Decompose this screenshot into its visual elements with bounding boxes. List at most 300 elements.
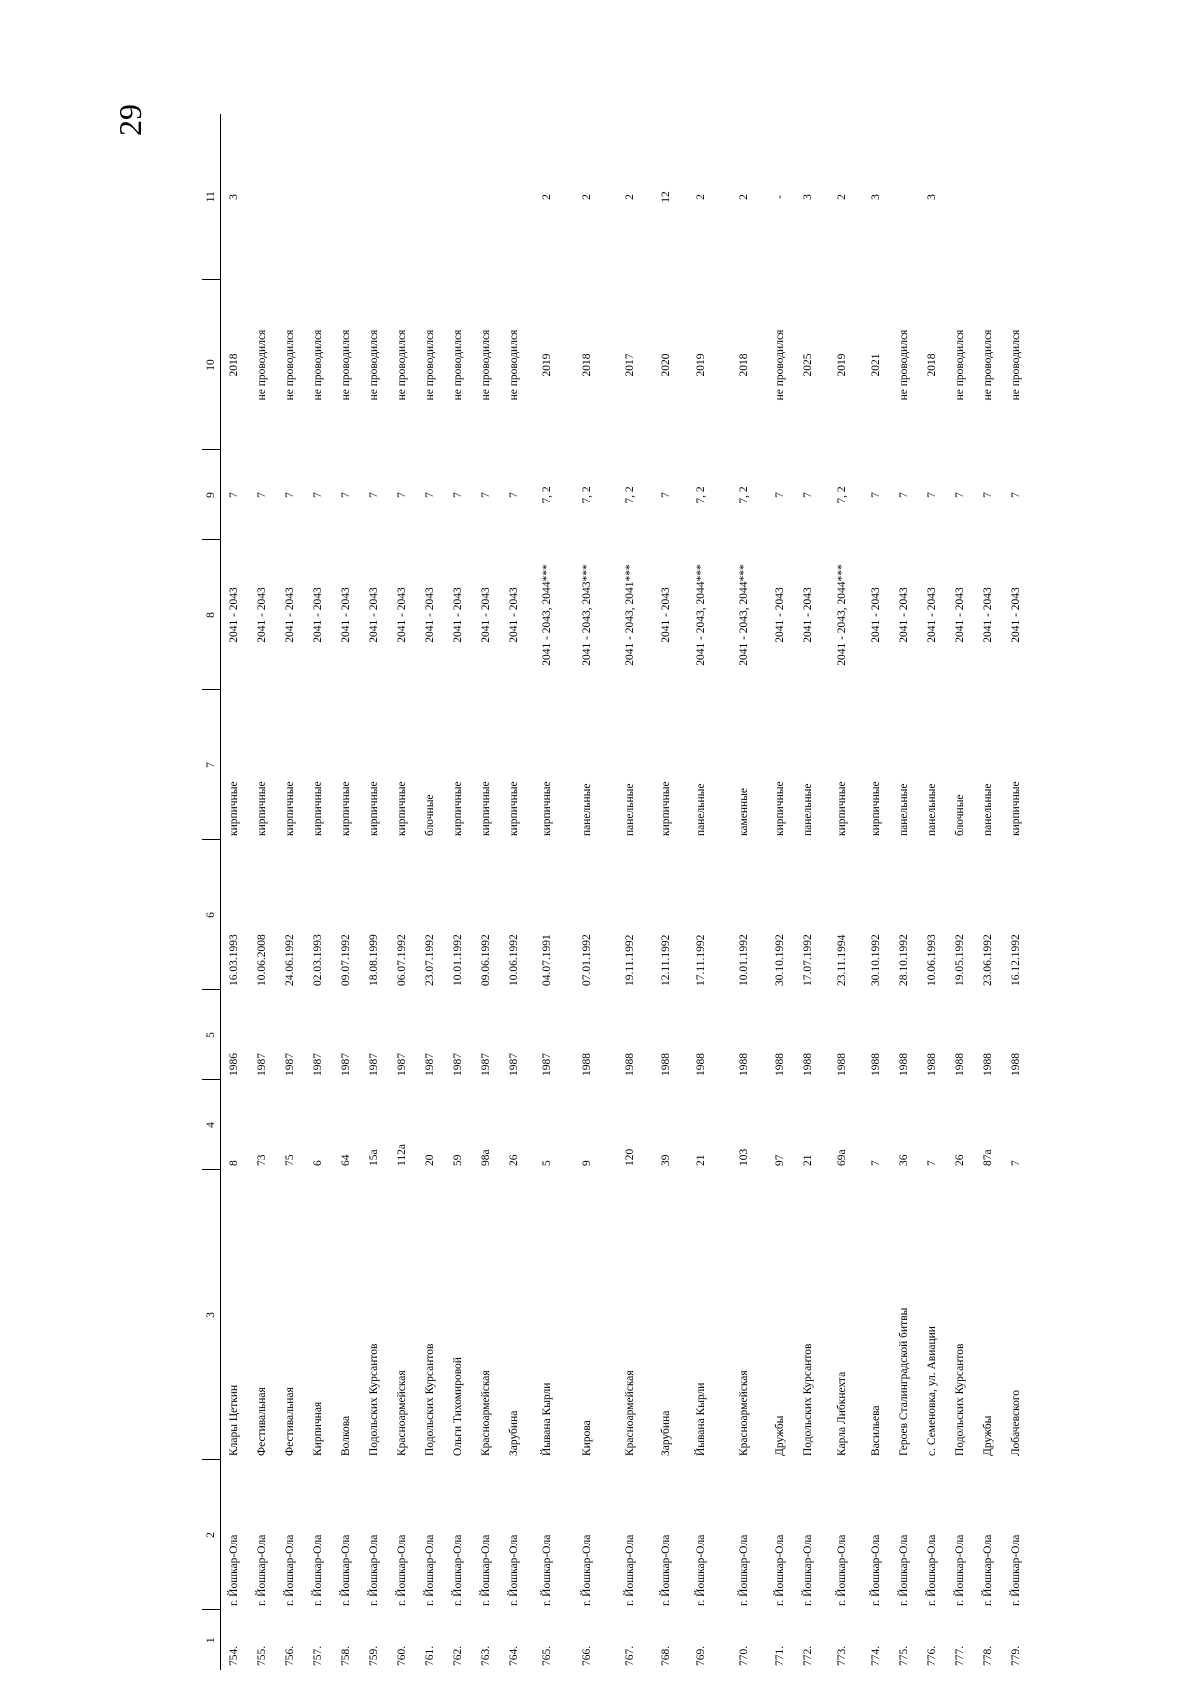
row-wall-material: панельные — [695, 783, 707, 836]
row-col10: не проводился — [368, 329, 380, 401]
row-repair-period: 2041 - 2043 — [452, 587, 464, 643]
row-col9: 7 — [508, 492, 520, 498]
row-number: 774. — [870, 1645, 882, 1666]
table-row — [609, 114, 653, 1670]
table-row — [501, 114, 529, 1670]
row-date: 10.06.2008 — [256, 934, 268, 986]
row-col10: не проводился — [1010, 329, 1022, 401]
col-header-8: 8 — [202, 540, 221, 690]
row-repair-period: 2041 - 2043 — [1010, 587, 1022, 643]
row-build-year: 1988 — [660, 1053, 672, 1076]
row-col11 — [417, 114, 445, 280]
row-street: Красноармейская — [738, 1370, 750, 1456]
row-col10: 2018 — [228, 353, 241, 377]
row-col11: - — [774, 195, 786, 199]
row-street: Красноармейская — [396, 1370, 408, 1456]
row-repair-period: 2041 - 2043 — [284, 587, 296, 643]
row-wall-material: кирпичные — [312, 781, 324, 836]
row-col10: 2021 — [870, 353, 882, 377]
row-repair-period: 2041 - 2043 — [926, 587, 938, 643]
row-city: г. Йошкар-Ола — [228, 1534, 241, 1606]
row-city: г. Йошкар-Ола — [774, 1534, 786, 1606]
row-date: 10.01.1992 — [738, 934, 750, 986]
row-repair-period: 2041 - 2043 — [802, 587, 814, 643]
row-street: Йывана Кырли — [541, 1382, 553, 1456]
row-build-year: 1987 — [396, 1053, 408, 1076]
row-date: 19.05.1992 — [954, 934, 966, 986]
row-street: Волкова — [340, 1415, 352, 1456]
row-build-year: 1988 — [836, 1053, 848, 1076]
row-col9: 7 — [396, 492, 408, 498]
row-number: 769. — [695, 1645, 707, 1666]
table-row — [445, 114, 473, 1670]
row-col10: не проводился — [424, 329, 436, 401]
row-col9: 7, 2 — [836, 486, 848, 504]
row-street: Красноармейская — [480, 1370, 492, 1456]
row-number: 776. — [926, 1645, 938, 1666]
row-col9: 7 — [954, 492, 966, 498]
row-date: 17.07.1992 — [802, 934, 814, 986]
row-city: г. Йошкар-Ола — [624, 1534, 636, 1606]
row-col11 — [305, 114, 333, 280]
housing-register-table — [202, 114, 1031, 1670]
row-house-number: 75 — [284, 1154, 296, 1166]
row-number: 758. — [340, 1645, 352, 1666]
row-col9: 7, 2 — [695, 486, 707, 504]
row-city: г. Йошкар-Ола — [738, 1534, 750, 1606]
row-repair-period: 2041 - 2043 — [228, 587, 241, 643]
row-date: 09.07.1992 — [340, 934, 352, 986]
row-col11 — [389, 114, 417, 280]
row-number: 762. — [452, 1645, 464, 1666]
row-street: Дружбы — [982, 1415, 994, 1456]
row-col11: 3 — [870, 194, 882, 200]
row-city: г. Йошкар-Ола — [695, 1534, 707, 1606]
row-wall-material: кирпичные — [774, 781, 786, 836]
row-col9: 7 — [452, 492, 464, 498]
row-repair-period: 2041 - 2043 — [340, 587, 352, 643]
row-col10: 2020 — [660, 353, 672, 377]
row-date: 07.01.1992 — [581, 934, 593, 986]
row-build-year: 1988 — [982, 1053, 994, 1076]
row-number: 773. — [836, 1645, 848, 1666]
row-number: 755. — [256, 1645, 268, 1666]
row-city: г. Йошкар-Ола — [982, 1534, 994, 1606]
table-body — [221, 114, 1031, 1670]
row-repair-period: 2041 - 2043, 2044*** — [695, 564, 707, 666]
row-date: 10.06.1993 — [926, 934, 938, 986]
row-wall-material: каменные — [738, 787, 750, 836]
row-col11 — [249, 114, 277, 280]
row-col11 — [891, 114, 919, 280]
row-col10: не проводился — [396, 329, 408, 401]
row-build-year: 1988 — [738, 1053, 750, 1076]
row-repair-period: 2041 - 2043 — [256, 587, 268, 643]
row-street: Подольских Курсантов — [954, 1343, 966, 1456]
row-build-year: 1987 — [284, 1053, 296, 1076]
row-house-number: 112а — [396, 1144, 408, 1166]
row-city: г. Йошкар-Ола — [541, 1534, 553, 1606]
rotated-table-container — [202, 114, 1200, 1670]
row-wall-material: панельные — [624, 783, 636, 836]
row-col10: не проводился — [256, 329, 268, 401]
row-col9: 7, 2 — [738, 486, 750, 504]
row-col10: 2019 — [541, 353, 553, 377]
row-col9: 7 — [898, 492, 910, 498]
row-city: г. Йошкар-Ола — [452, 1534, 464, 1606]
row-number: 761. — [424, 1645, 436, 1666]
row-house-number: 7 — [870, 1160, 882, 1166]
col-header-10: 10 — [202, 280, 221, 450]
row-col9: 7, 2 — [581, 486, 593, 504]
row-city: г. Йошкар-Ола — [836, 1534, 848, 1606]
table-row — [723, 114, 767, 1670]
row-wall-material: панельные — [802, 783, 814, 836]
row-col11: 2 — [624, 194, 636, 200]
row-col10: 2018 — [738, 353, 750, 377]
row-build-year: 1988 — [695, 1053, 707, 1076]
row-col9: 7 — [802, 492, 814, 498]
row-col10: 2019 — [836, 353, 848, 377]
row-number: 765. — [541, 1645, 553, 1666]
row-build-year: 1988 — [774, 1053, 786, 1076]
row-number: 757. — [312, 1645, 324, 1666]
row-number: 771. — [774, 1645, 786, 1666]
row-repair-period: 2041 - 2043, 2044*** — [836, 564, 848, 666]
row-street: Героев Сталинградской битвы — [898, 1307, 910, 1456]
row-col9: 7, 2 — [624, 486, 636, 504]
row-number: 764. — [508, 1645, 520, 1666]
row-col9: 7 — [312, 492, 324, 498]
table-row — [361, 114, 389, 1670]
column-number-header-row — [202, 114, 221, 1670]
row-wall-material: кирпичные — [368, 781, 380, 836]
row-wall-material: панельные — [898, 783, 910, 836]
row-wall-material: кирпичные — [340, 781, 352, 836]
row-repair-period: 2041 - 2043, 2043*** — [581, 564, 593, 666]
col-header-5: 5 — [202, 990, 221, 1080]
row-city: г. Йошкар-Ола — [480, 1534, 492, 1606]
row-date: 23.11.1994 — [836, 934, 848, 986]
row-build-year: 1988 — [870, 1053, 882, 1076]
row-col10: 2017 — [624, 353, 636, 377]
page-number: 29 — [112, 104, 148, 136]
row-col10: не проводился — [774, 329, 786, 401]
table-row — [919, 114, 947, 1670]
row-house-number: 8 — [228, 1160, 241, 1166]
row-number: 763. — [480, 1645, 492, 1666]
table-row — [305, 114, 333, 1670]
row-col11 — [473, 114, 501, 280]
row-house-number: 5 — [541, 1160, 553, 1166]
row-repair-period: 2041 - 2043 — [368, 587, 380, 643]
table-row — [891, 114, 919, 1670]
row-house-number: 98а — [480, 1149, 492, 1166]
col-header-6: 6 — [202, 840, 221, 990]
row-col9: 7 — [660, 492, 672, 498]
row-city: г. Йошкар-Ола — [802, 1534, 814, 1606]
row-wall-material: блочные — [954, 794, 966, 836]
row-build-year: 1987 — [340, 1053, 352, 1076]
row-col10: 2018 — [581, 353, 593, 377]
row-col11: 12 — [660, 191, 672, 203]
row-build-year: 1988 — [802, 1053, 814, 1076]
table-row — [947, 114, 975, 1670]
row-street: Лобачевского — [1010, 1389, 1022, 1456]
row-col11: 2 — [581, 194, 593, 200]
row-build-year: 1988 — [954, 1053, 966, 1076]
row-col11: 3 — [228, 194, 241, 200]
row-date: 28.10.1992 — [898, 934, 910, 986]
row-col11: 3 — [926, 194, 938, 200]
row-repair-period: 2041 - 2043, 2044*** — [738, 564, 750, 666]
row-col9: 7 — [982, 492, 994, 498]
row-col9: 7 — [424, 492, 436, 498]
row-repair-period: 2041 - 2043 — [660, 587, 672, 643]
row-col11: 2 — [836, 194, 848, 200]
table-row — [823, 114, 863, 1670]
row-house-number: 39 — [660, 1154, 672, 1166]
row-number: 754. — [228, 1645, 241, 1666]
row-col10: не проводился — [312, 329, 324, 401]
row-col10: 2025 — [802, 353, 814, 377]
row-repair-period: 2041 - 2043 — [870, 587, 882, 643]
row-date: 10.06.1992 — [508, 934, 520, 986]
row-street: Красноармейская — [624, 1370, 636, 1456]
row-wall-material: кирпичные — [1010, 781, 1022, 836]
table-row — [333, 114, 361, 1670]
row-city: г. Йошкар-Ола — [508, 1534, 520, 1606]
row-number: 775. — [898, 1645, 910, 1666]
col-header-3: 3 — [202, 1170, 221, 1460]
row-street: Подольских Курсантов — [424, 1343, 436, 1456]
row-number: 779. — [1010, 1645, 1022, 1666]
row-col9: 7 — [256, 492, 268, 498]
row-city: г. Йошкар-Ола — [340, 1534, 352, 1606]
col-header-9: 9 — [202, 450, 221, 540]
row-street: Фестивальная — [256, 1387, 268, 1456]
row-col9: 7 — [368, 492, 380, 498]
row-wall-material: кирпичные — [836, 781, 848, 836]
row-col9: 7 — [284, 492, 296, 498]
row-col11 — [333, 114, 361, 280]
row-city: г. Йошкар-Ола — [954, 1534, 966, 1606]
table-row — [863, 114, 891, 1670]
row-street: Зарубина — [508, 1410, 520, 1456]
row-col9: 7 — [870, 492, 882, 498]
row-house-number: 36 — [898, 1154, 910, 1166]
row-date: 16.03.1993 — [228, 934, 241, 986]
row-build-year: 1987 — [256, 1053, 268, 1076]
row-city: г. Йошкар-Ола — [1010, 1534, 1022, 1606]
table-row — [795, 114, 823, 1670]
row-build-year: 1988 — [581, 1053, 593, 1076]
row-house-number: 21 — [695, 1154, 707, 1166]
row-build-year: 1987 — [541, 1053, 553, 1076]
row-col11: 3 — [802, 194, 814, 200]
row-city: г. Йошкар-Ола — [256, 1534, 268, 1606]
row-build-year: 1988 — [624, 1053, 636, 1076]
row-col11 — [361, 114, 389, 280]
row-col10: не проводился — [284, 329, 296, 401]
row-repair-period: 2041 - 2043 — [774, 587, 786, 643]
row-date: 06.07.1992 — [396, 934, 408, 986]
row-wall-material: кирпичные — [870, 781, 882, 836]
row-wall-material: кирпичные — [480, 781, 492, 836]
table-row — [221, 114, 249, 1670]
row-street: с. Семеновка, ул. Авиации — [926, 1326, 938, 1456]
row-col11: 2 — [738, 194, 750, 200]
row-number: 766. — [581, 1645, 593, 1666]
row-city: г. Йошкар-Ола — [870, 1534, 882, 1606]
row-number: 760. — [396, 1645, 408, 1666]
row-city: г. Йошкар-Ола — [424, 1534, 436, 1606]
row-number: 772. — [802, 1645, 814, 1666]
row-date: 18.08.1999 — [368, 934, 380, 986]
table-row — [277, 114, 305, 1670]
row-build-year: 1987 — [480, 1053, 492, 1076]
row-col11 — [277, 114, 305, 280]
row-build-year: 1988 — [926, 1053, 938, 1076]
row-date: 30.10.1992 — [774, 934, 786, 986]
row-number: 767. — [624, 1645, 636, 1666]
row-date: 23.06.1992 — [982, 934, 994, 986]
row-wall-material: панельные — [581, 783, 593, 836]
row-street: Дружбы — [774, 1415, 786, 1456]
row-col10: не проводился — [340, 329, 352, 401]
col-header-11: 11 — [202, 114, 221, 280]
row-wall-material: панельные — [926, 783, 938, 836]
row-city: г. Йошкар-Ола — [581, 1534, 593, 1606]
row-house-number: 120 — [624, 1148, 636, 1166]
table-row — [529, 114, 567, 1670]
row-street: Подольских Курсантов — [368, 1343, 380, 1456]
row-date: 19.11.1992 — [624, 934, 636, 986]
row-house-number: 7 — [1010, 1160, 1022, 1166]
row-date: 23.07.1992 — [424, 934, 436, 986]
row-date: 16.12.1992 — [1010, 934, 1022, 986]
row-repair-period: 2041 - 2043 — [396, 587, 408, 643]
row-wall-material: кирпичные — [660, 781, 672, 836]
row-build-year: 1987 — [312, 1053, 324, 1076]
row-date: 04.07.1991 — [541, 934, 553, 986]
row-col11 — [1003, 114, 1031, 280]
row-number: 777. — [954, 1645, 966, 1666]
row-repair-period: 2041 - 2043 — [508, 587, 520, 643]
row-house-number: 87а — [982, 1149, 994, 1166]
row-city: г. Йошкар-Ола — [660, 1534, 672, 1606]
row-col10: не проводился — [452, 329, 464, 401]
col-header-1: 1 — [202, 1610, 221, 1670]
table-row — [681, 114, 723, 1670]
row-col11 — [975, 114, 1003, 280]
row-repair-period: 2041 - 2043 — [312, 587, 324, 643]
row-date: 09.06.1992 — [480, 934, 492, 986]
row-street: Кирпичная — [312, 1401, 324, 1456]
row-build-year: 1987 — [368, 1053, 380, 1076]
row-number: 756. — [284, 1645, 296, 1666]
col-header-2: 2 — [202, 1460, 221, 1610]
row-build-year: 1988 — [1010, 1053, 1022, 1076]
row-col11: 2 — [541, 194, 553, 200]
row-repair-period: 2041 - 2043 — [954, 587, 966, 643]
row-wall-material: кирпичные — [256, 781, 268, 836]
row-wall-material: кирпичные — [452, 781, 464, 836]
table-row — [767, 114, 795, 1670]
table-row — [567, 114, 609, 1670]
row-date: 24.06.1992 — [284, 934, 296, 986]
row-build-year: 1988 — [898, 1053, 910, 1076]
row-col10: не проводился — [982, 329, 994, 401]
row-city: г. Йошкар-Ола — [368, 1534, 380, 1606]
table-row — [1003, 114, 1031, 1670]
row-city: г. Йошкар-Ола — [312, 1534, 324, 1606]
row-street: Йывана Кырли — [695, 1382, 707, 1456]
row-col9: 7, 2 — [541, 486, 553, 504]
row-house-number: 64 — [340, 1154, 352, 1166]
row-number: 778. — [982, 1645, 994, 1666]
row-repair-period: 2041 - 2043 — [982, 587, 994, 643]
row-street: Кирова — [581, 1420, 593, 1456]
table-row — [417, 114, 445, 1670]
row-col10: не проводился — [898, 329, 910, 401]
row-street: Подольских Курсантов — [802, 1343, 814, 1456]
row-house-number: 7 — [926, 1160, 938, 1166]
row-house-number: 6 — [312, 1160, 324, 1166]
row-wall-material: блочные — [424, 794, 436, 836]
row-date: 30.10.1992 — [870, 934, 882, 986]
row-date: 10.01.1992 — [452, 934, 464, 986]
col-header-7: 7 — [202, 690, 221, 840]
row-wall-material: кирпичные — [508, 781, 520, 836]
row-col9: 7 — [1010, 492, 1022, 498]
row-wall-material: кирпичные — [228, 781, 241, 836]
row-repair-period: 2041 - 2043 — [898, 587, 910, 643]
row-house-number: 15а — [368, 1149, 380, 1166]
row-col9: 7 — [340, 492, 352, 498]
row-build-year: 1987 — [508, 1053, 520, 1076]
row-house-number: 69а — [836, 1149, 848, 1166]
row-repair-period: 2041 - 2043 — [480, 587, 492, 643]
row-number: 759. — [368, 1645, 380, 1666]
row-street: Клары Цеткин — [228, 1384, 241, 1456]
row-house-number: 73 — [256, 1154, 268, 1166]
row-col10: 2018 — [926, 353, 938, 377]
row-col11 — [947, 114, 975, 280]
row-col10: 2019 — [695, 353, 707, 377]
row-col10: не проводился — [480, 329, 492, 401]
row-repair-period: 2041 - 2043, 2041*** — [624, 564, 636, 666]
row-number: 768. — [660, 1645, 672, 1666]
row-house-number: 97 — [774, 1154, 786, 1166]
row-house-number: 59 — [452, 1154, 464, 1166]
row-number: 770. — [738, 1645, 750, 1666]
table-row — [653, 114, 681, 1670]
row-street: Фестивальная — [284, 1387, 296, 1456]
row-city: г. Йошкар-Ола — [898, 1534, 910, 1606]
row-house-number: 9 — [581, 1160, 593, 1166]
table-row — [249, 114, 277, 1670]
row-street: Карла Либкнехта — [836, 1371, 848, 1456]
row-wall-material: панельные — [982, 783, 994, 836]
row-repair-period: 2041 - 2043 — [424, 587, 436, 643]
row-house-number: 103 — [738, 1148, 750, 1166]
row-date: 17.11.1992 — [695, 934, 707, 986]
row-street: Васильева — [870, 1405, 882, 1456]
row-col9: 7 — [480, 492, 492, 498]
row-city: г. Йошкар-Ола — [926, 1534, 938, 1606]
row-col11 — [501, 114, 529, 280]
